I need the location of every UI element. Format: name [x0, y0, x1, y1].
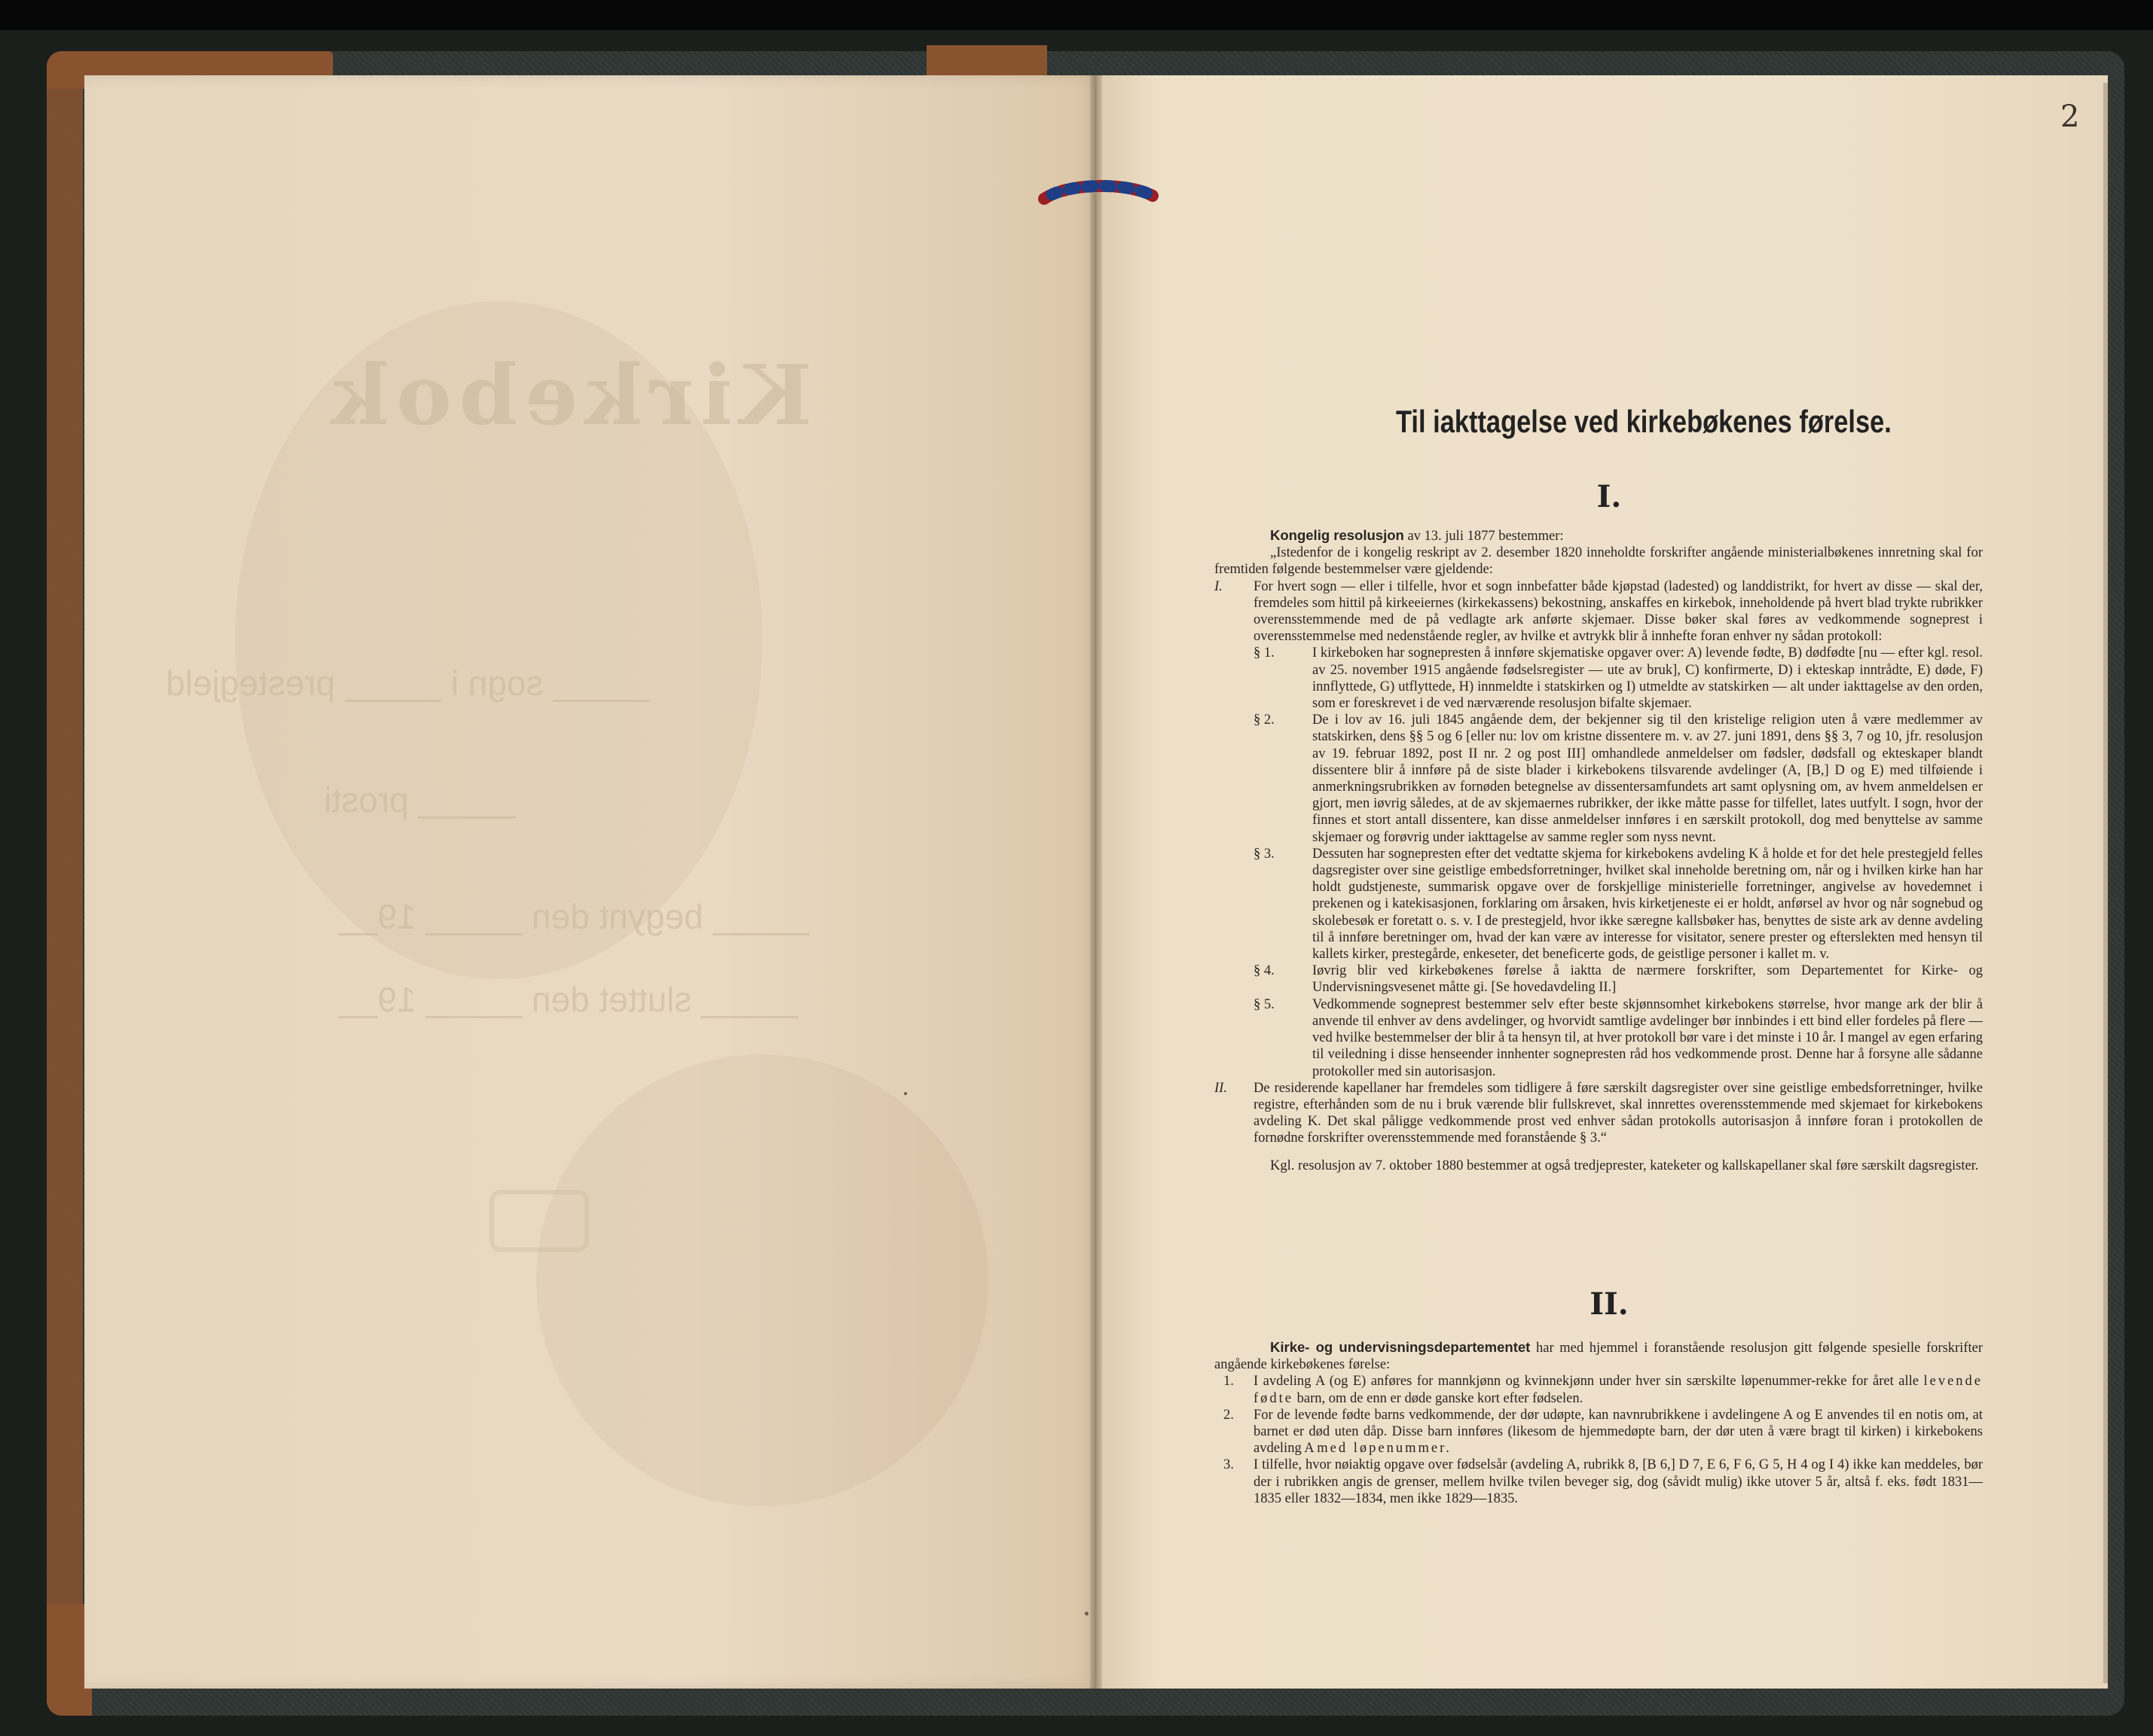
paper-fleck [1085, 1612, 1089, 1615]
rule-1-spaced: levende fødte [1254, 1374, 1983, 1406]
paragraph-4-mark: § 4. [1254, 963, 1275, 979]
item-1-text: For hvert sogn — eller i tilfelle, hvor et sogn innbefatter både kjøpstad (ladested) og landdistrikt, for hvert av disse — skal der, fremdeles som hittil på kirkeeiernes (kirkekassens) bekostning, anskaffes en kirkebok, inneholdende på hvert blad trykte rubrikker overensstemmende med de på vedlagte ark anførte skjemaer. Disse bøker skal føres av vedkommende sogneprest i overensstemmelse med nedenstående regler, av hvilke et avtrykk blir å innhefte foran enhver ny sådan protokoll: [1254, 578, 1983, 645]
paragraph-2-mark: § 2. [1254, 712, 1275, 728]
paragraph-3 [1254, 846, 1983, 963]
rule-3-mark: 3. [1223, 1457, 1234, 1473]
rule-2-mark: 2. [1223, 1407, 1234, 1423]
section-1-intro [1214, 527, 1983, 545]
leather-corner-top-right [927, 45, 1047, 79]
rule-3-text: I tilfelle, hvor nøiaktig opgave over fødselsår (avdeling A, rubrikk 8, [B 6,] D 7, E 6, F 6, G 5, H 4 og I 4) ikke kan meddeles, bør der i rubrikken angis de grenser, mellem hvilke tvilen beveger sig, dog (såvidt mulig) ikke utover 5 år, altså f. eks. født 1831—1835 eller 1832—1834, men ikke 1829—1835. [1254, 1457, 1983, 1506]
page-number: 2 [2060, 99, 2080, 134]
item-1 [1214, 578, 1983, 645]
paper-stain [536, 1054, 988, 1506]
bleed-through-line: _____ sogn i _____ prestegjeld [166, 664, 649, 703]
section-2-text [1214, 1339, 1983, 1507]
rule-1-text-b: barn, om de enn er døde ganske kort efter fødselen. [1293, 1390, 1583, 1406]
department-lead: Kirke- og undervisningsdepartementet [1270, 1339, 1531, 1355]
paragraph-1-mark: § 1. [1254, 645, 1275, 661]
paragraph-5 [1254, 996, 1983, 1080]
paragraph-2 [1254, 712, 1983, 846]
rule-list [1214, 1373, 1983, 1507]
closing-note: Kgl. resolusjon av 7. oktober 1880 bestemmer at også tredjeprester, kateketer og kallskapellaner skal føre særskilt dagsregister. [1270, 1158, 1979, 1173]
bleed-through-line: _____ prosti [324, 780, 515, 819]
page-heading: Til iakttagelse ved kirkebøkenes førelse. [1396, 404, 1892, 439]
paragraph-2-text: De i lov av 16. juli 1845 angående dem, der bekjenner sig til den kristelige religion uten å være medlemmer av statskirken, dens §§ 5 og 6 [eller nu: lov om kristne dissentere m. v. av 27. juni 1891, dens §§ 3, 7 og 10, jfr. resolusjon av 19. februar 1892, post II nr. 2 og post III] omhandlede anmeldelser om fødsler, dødsfall og ekteskaper blandt dissentere blir å innføre på de siste blader i kirkebokens tilsvarende avdelinger (A, [B,] D og E) med tilføiende i anmerkningsrubrikken av fornøden betegnelse av dissentersamfundets art samt oplysning om, av hvem anmeldelsen er gjort, men iøvrig således, at de av skjemaernes rubrikker, der ikke måtte passe for tilfellet, lates uutfylt. I sogn, hvor der finnes et stort antall dissentere, kan disse anmeldelser innføres i en særskilt protokoll, dog med benyttelse av samme skjemaer og forøvrig under iakttagelse av samme regler som nyss nevnt. [1312, 712, 1983, 845]
binding-cord [1038, 179, 1159, 215]
intro-lead: Kongelig resolusjon [1270, 527, 1404, 543]
quote-intro: „Istedenfor de i kongelig reskript av 2. desember 1820 inneholdte forskrifter angående ministerialbøkenes innretning skal for fremtiden følgende bestemmelser være gjeldende: [1214, 545, 1983, 578]
paragraph-1 [1254, 645, 1983, 712]
rule-3 [1223, 1457, 1983, 1507]
item-2-mark: II. [1214, 1080, 1227, 1096]
intro-text: av 13. juli 1877 bestemmer: [1403, 529, 1564, 544]
rule-2 [1223, 1407, 1983, 1457]
rule-2-text-a: For de levende fødte barns vedkommende, der dør udøpte, kan navnrubrikkene i avdelingene A og E anvendes til en notis om, at barnet er død uten dåp. Disse barn innføres (likesom de hjemmedøpte barn, der dør uten å være bragt til kirken) i kirkebokens avdeling A [1254, 1407, 1983, 1457]
paragraph-5-text: Vedkommende sogneprest bestemmer selv efter beste skjønnsomhet kirkebokens størrelse, hvor mange ark der blir å anvende til enhver av dens avdelinger, og hvorvidt samtlige avdelinger bør innbindes i ett bind eller fordeles på flere — ved hvilke bestemmelser der blir å ta hensyn til, at hver protokoll bør vare i det minste i 10 år. I mangel av egen erfaring til veiledning i disse henseender innhenter sognepresten råd hos vedkommende prost. Denne har å forsyne alle sådanne protokoller med sin autorisasjon. [1312, 996, 1983, 1079]
rule-1-text-a: I avdeling A (og E) anføres for mannkjønn og kvinnekjønn under hver sin særskilte løpenummer-rekke for året alle [1254, 1374, 1924, 1390]
paragraph-3-text: Dessuten har sognepresten efter det vedtatte skjema for kirkebokens avdeling K å holde et for det hele prestegjeld felles dagsregister over sine geistlige embedsforretninger, hvilket skal inneholde beretning om, når og i hvilken kirke han har holdt gudstjeneste, summarisk opgave over de forskjellige ministerielle forretninger, angivelse av hovedemnet i prekenen og i katekisasjonen, forklaring om årsaken, hvis kirketjeneste ei er holdt, anførsel av hvor og når sognebud og skolebesøk er foretatt o. s. v. I de prestegjeld, hvor ikke særegne kallsbøker has, benyttes de siste ark av denne avdeling til å innføre beretninger om, hvad der kan være av interesse for visitator, senere prester og efterslekten med hensyn til kallets kirker, prestegårde, enkeseter, det beneficerte gods, de geistlige personer i kallet m. v. [1312, 846, 1983, 963]
paragraph-1-text: I kirkeboken har sognepresten å innføre skjematiske opgaver over: A) levende fødte, B) dødfødte [nu — efter kgl. resol. av 25. november 1915 angående fødselsregister — ute av bruk], C) konfirmerte, D) i ekteskap inntrådte, E) døde, F) innflyttede, G) utflyttede, H) innmeldte i statskirken og I) utmeldte av statskirken — alt under iakttagelse av den orden, som er foreskrevet i de ved nærværende resolusjon bifalte skjemaer. [1312, 645, 1983, 712]
leather-edge-left [47, 51, 83, 1716]
rule-1-mark: 1. [1223, 1374, 1234, 1390]
bleed-through-emblem [490, 1190, 589, 1252]
paragraph-4 [1254, 963, 1983, 996]
paragraph-4-text: Iøvrig blir ved kirkebøkenes førelse å iaktta de nærmere forskrifter, som Departementet for Kirke- og Undervisningsvesenet måtte gi. [Se hovedavdeling II.] [1312, 963, 1983, 996]
department-text: har med hjemmel i foranstående resolusjon gitt følgende spesielle forskrifter angående kirkebøkenes førelse: [1214, 1341, 1983, 1373]
page-edge-shadow [2103, 83, 2111, 1683]
rule-2-spaced: med løpenummer. [1317, 1441, 1452, 1457]
paragraph-list [1214, 645, 1983, 1079]
paragraph-5-mark: § 5. [1254, 996, 1275, 1012]
binding-gutter [1090, 75, 1102, 1689]
scanner-top-band [0, 0, 2153, 30]
section-1-text [1214, 527, 1983, 1174]
section-2-intro [1214, 1339, 1983, 1373]
bleed-through-line: _____ begynt den _____ 19__ [339, 897, 810, 936]
section-numeral-1: I. [1596, 479, 1622, 514]
paper-fleck [904, 1092, 907, 1095]
item-2 [1214, 1080, 1983, 1147]
rule-1 [1223, 1373, 1983, 1406]
section-numeral-2: II. [1590, 1286, 1629, 1322]
paragraph-3-mark: § 3. [1254, 846, 1275, 862]
item-1-mark: I. [1214, 578, 1223, 594]
bleed-through-title: Kirkebok [324, 346, 813, 444]
bleed-through-line: _____ sluttet den _____ 19__ [339, 980, 798, 1019]
left-page [84, 75, 1096, 1689]
item-2-text: De residerende kapellaner har fremdeles som tidligere å føre særskilt dagsregister over sine geistlige embedsforretninger, hvilke registre, efterhånden som de nu i bruk værende blir fullskrevet, skal innrettes overensstemmende med skjemaet for kirkebokens avdeling K. Det skal påligge vedkommende prost ved enhver sådan protokolls autorisasjon å innføre foran i protokollen de fornødne forskrifter overensstemmende med foranstående § 3.“ [1254, 1080, 1983, 1146]
